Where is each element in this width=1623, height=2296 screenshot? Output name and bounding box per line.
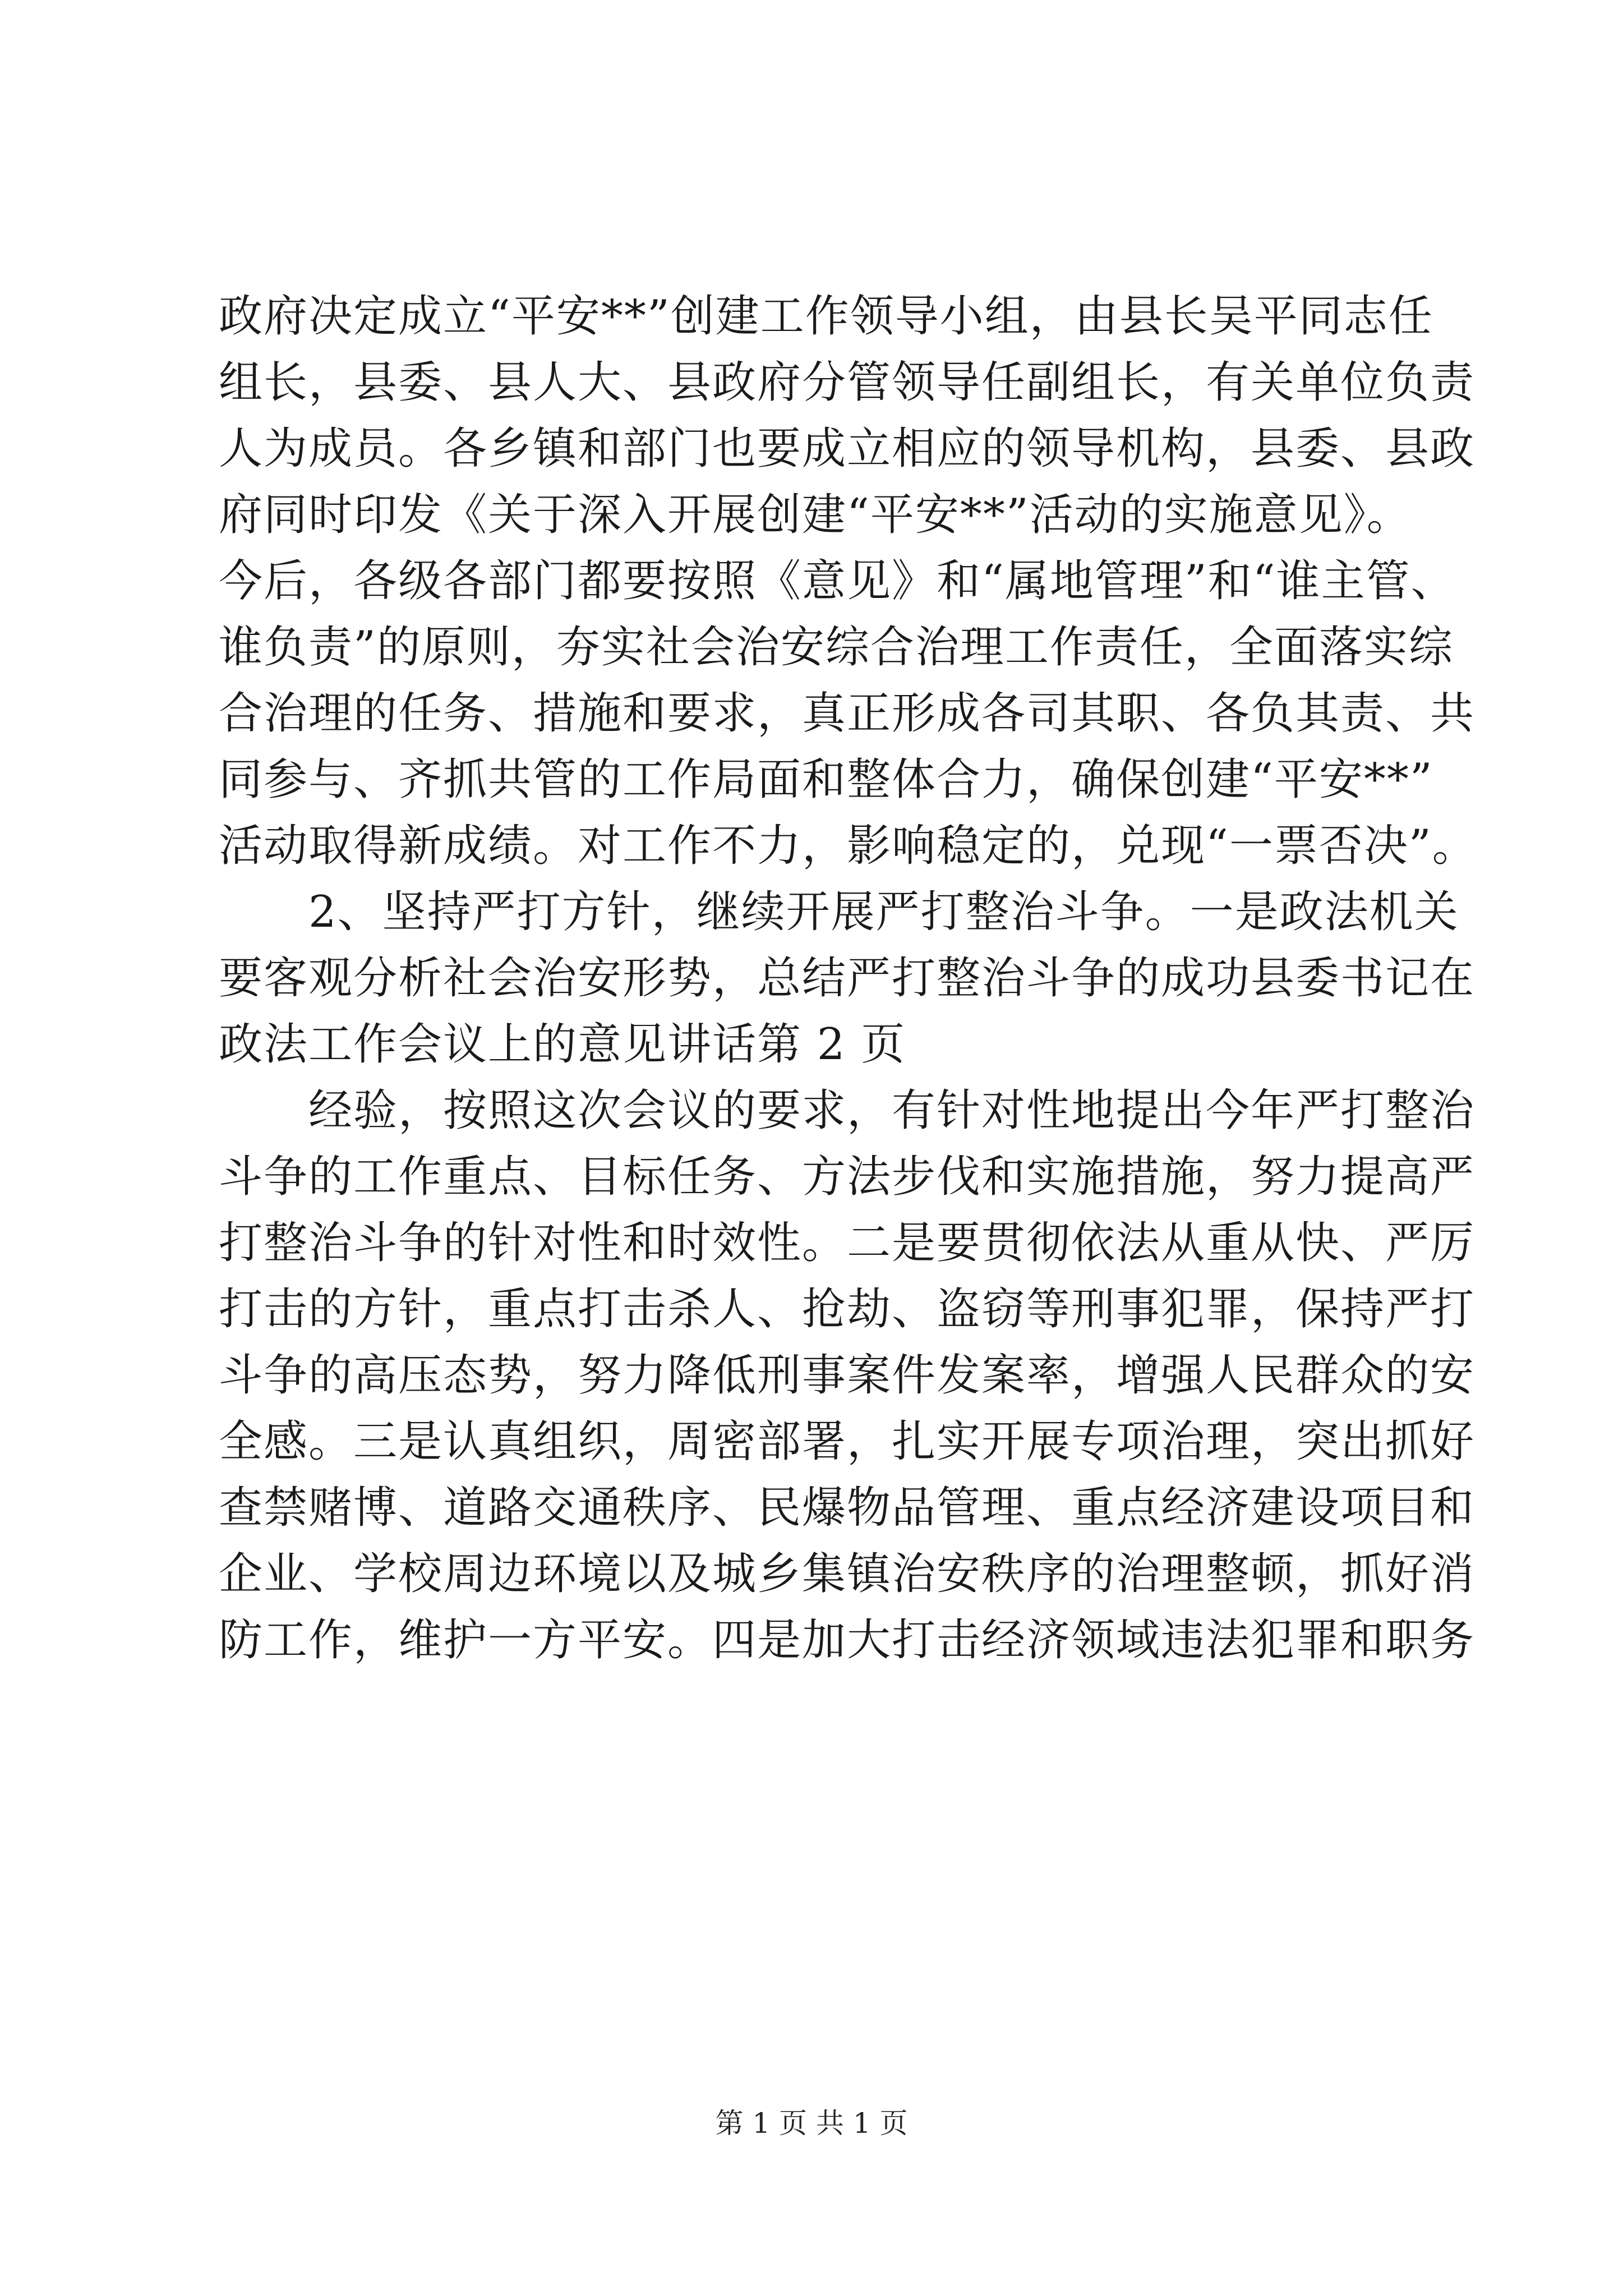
text-line: 企业、学校周边环境以及城乡集镇治安秩序的治理整顿，抓好消 — [219, 1549, 1476, 1599]
text-line: 组长，县委、县人大、县政府分管领导任副组长，有关单位负责 — [219, 357, 1476, 408]
text-line: 斗争的工作重点、目标任务、方法步伐和实施措施，努力提高严 — [219, 1152, 1476, 1202]
text-line: 今后，各级各部门都要按照《意见》和“属地管理”和“谁主管、 — [219, 556, 1456, 606]
text-line: 人为成员。各乡镇和部门也要成立相应的领导机构，县委、县政 — [219, 424, 1476, 474]
text-line: 政法工作会议上的意见讲话第 2 页 — [219, 1019, 906, 1070]
text-line: 政府决定成立“平安**”创建工作领导小组，由县长吴平同志任 — [219, 291, 1433, 342]
text-line: 活动取得新成绩。对工作不力，影响稳定的，兑现“一票否决”。 — [219, 821, 1477, 871]
text-line: 打整治斗争的针对性和时效性。二是要贯彻依法从重从快、严厉 — [219, 1218, 1476, 1268]
page-footer: 第 1 页 共 1 页 — [715, 2107, 908, 2139]
text-line: 打击的方针，重点打击杀人、抢劫、盗窃等刑事犯罪，保持严打 — [219, 1284, 1476, 1335]
text-line: 防工作，维护一方平安。四是加大打击经济领域违法犯罪和职务 — [219, 1615, 1476, 1665]
body-text — [219, 283, 1477, 1673]
text-line: 府同时印发《关于深入开展创建“平安**”活动的实施意见》。 — [219, 490, 1412, 540]
text-line: 要客观分析社会治安形势，总结严打整治斗争的成功县委书记在 — [219, 953, 1476, 1004]
text-line: 斗争的高压态势，努力降低刑事案件发案率，增强人民群众的安 — [219, 1350, 1476, 1401]
text-line: 2、坚持严打方针，继续开展严打整治斗争。一是政法机关 — [219, 887, 1459, 937]
text-line: 查禁赌博、道路交通秩序、民爆物品管理、重点经济建设项目和 — [219, 1483, 1476, 1533]
text-line: 全感。三是认真组织，周密部署，扎实开展专项治理，突出抓好 — [219, 1416, 1476, 1467]
text-line: 同参与、齐抓共管的工作局面和整体合力，确保创建“平安**” — [219, 754, 1433, 805]
text-line: 谁负责”的原则，夯实社会治安综合治理工作责任，全面落实综 — [219, 622, 1454, 673]
text-line: 经验，按照这次会议的要求，有针对性地提出今年严打整治 — [219, 1085, 1476, 1136]
text-line: 合治理的任务、措施和要求，真正形成各司其职、各负其责、共 — [219, 688, 1476, 739]
